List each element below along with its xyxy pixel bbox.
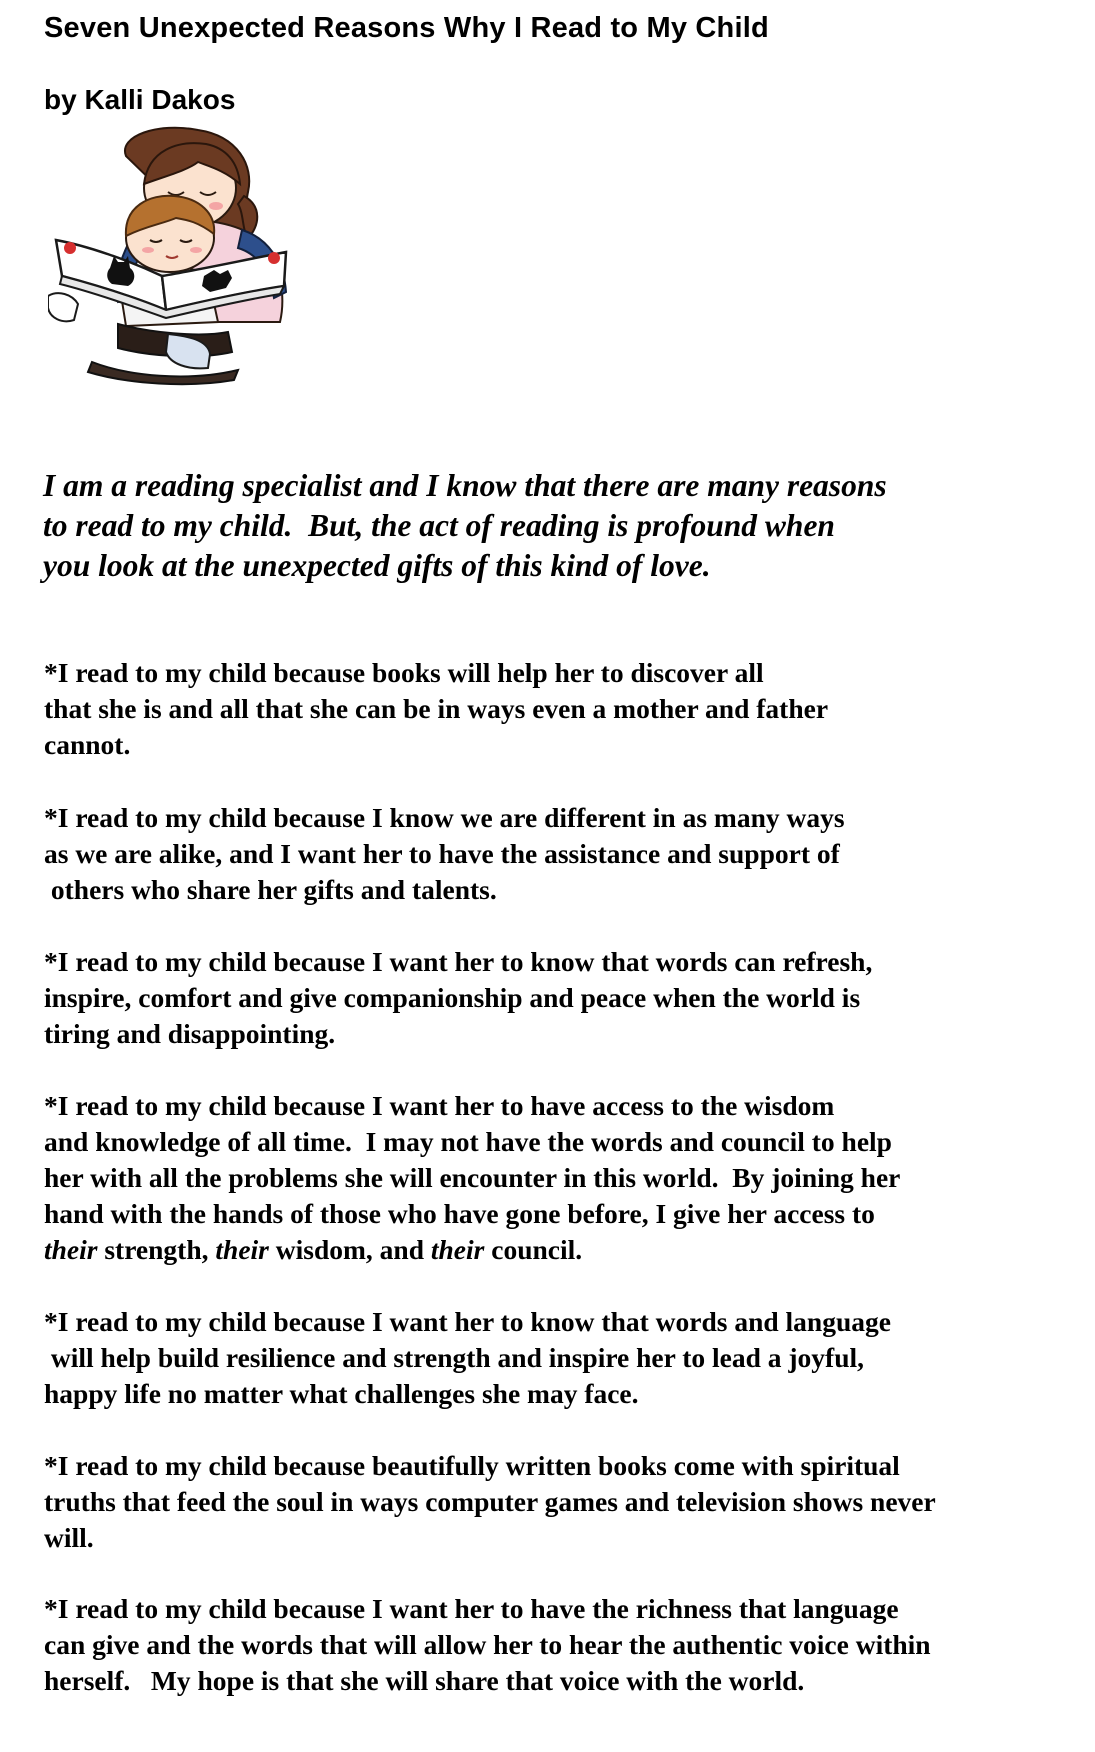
reason-paragraph-5 — [44, 1304, 1074, 1412]
reason-line: will help build resilience and strength and inspire her to lead a joyful, — [44, 1342, 865, 1373]
emphasis-word: their — [44, 1234, 98, 1265]
reason-line: *I read to my child because I want her to have access to the wisdom — [44, 1090, 835, 1121]
reason-line: that she is and all that she can be in ways even a mother and father — [44, 693, 829, 724]
reason-line: *I read to my child because books will help her to discover all — [44, 657, 764, 688]
reason-line: cannot. — [44, 729, 131, 760]
reason-line-with-emphasis — [44, 1232, 1074, 1268]
reason-line: as we are alike, and I want her to have the assistance and support of — [44, 838, 840, 869]
reason-paragraph-1 — [44, 655, 1074, 763]
reason-line: can give and the words that will allow her to hear the authentic voice within — [44, 1629, 931, 1660]
intro-line: you look at the unexpected gifts of this kind of love. — [43, 548, 711, 583]
reason-line: her with all the problems she will encounter in this world. By joining her — [44, 1162, 901, 1193]
mother-reading-to-child-illustration — [48, 126, 338, 388]
reason-paragraph-7 — [44, 1591, 1074, 1699]
article-title: Seven Unexpected Reasons Why I Read to My Child — [44, 12, 769, 44]
reason-line: and knowledge of all time. I may not have the words and council to help — [44, 1126, 892, 1157]
reason-line: others who share her gifts and talents. — [44, 874, 497, 905]
reason-line: truths that feed the soul in ways computer games and television shows never — [44, 1486, 936, 1517]
line-text: strength, — [97, 1234, 216, 1265]
reason-line: *I read to my child because I want her to know that words and language — [44, 1306, 891, 1337]
reason-paragraph-6 — [44, 1448, 1074, 1556]
reason-line: happy life no matter what challenges she may face. — [44, 1378, 639, 1409]
intro-line: I am a reading specialist and I know that there are many reasons — [43, 468, 887, 503]
reason-paragraph-3 — [44, 944, 1074, 1052]
reason-line: *I read to my child because I want her to know that words can refresh, — [44, 946, 873, 977]
reason-line: inspire, comfort and give companionship and peace when the world is — [44, 982, 861, 1013]
intro-paragraph — [43, 466, 1053, 586]
emphasis-word: their — [215, 1234, 269, 1265]
reason-line: *I read to my child because I know we are different in as many ways — [44, 802, 845, 833]
line-text: council. — [484, 1234, 583, 1265]
author-byline: by Kalli Dakos — [44, 84, 236, 115]
reason-line: herself. My hope is that she will share that voice with the world. — [44, 1665, 805, 1696]
reason-line: will. — [44, 1522, 94, 1553]
reason-line: tiring and disappointing. — [44, 1018, 336, 1049]
reason-line: *I read to my child because beautifully written books come with spiritual — [44, 1450, 900, 1481]
line-text: wisdom, and — [268, 1234, 431, 1265]
reason-line: hand with the hands of those who have gone before, I give her access to — [44, 1198, 875, 1229]
intro-line: to read to my child. But, the act of reading is profound when — [43, 508, 835, 543]
emphasis-word: their — [430, 1234, 485, 1265]
reason-line: *I read to my child because I want her to have the richness that language — [44, 1593, 899, 1624]
reason-paragraph-4 — [44, 1088, 1074, 1268]
reason-paragraph-2 — [44, 800, 1074, 908]
